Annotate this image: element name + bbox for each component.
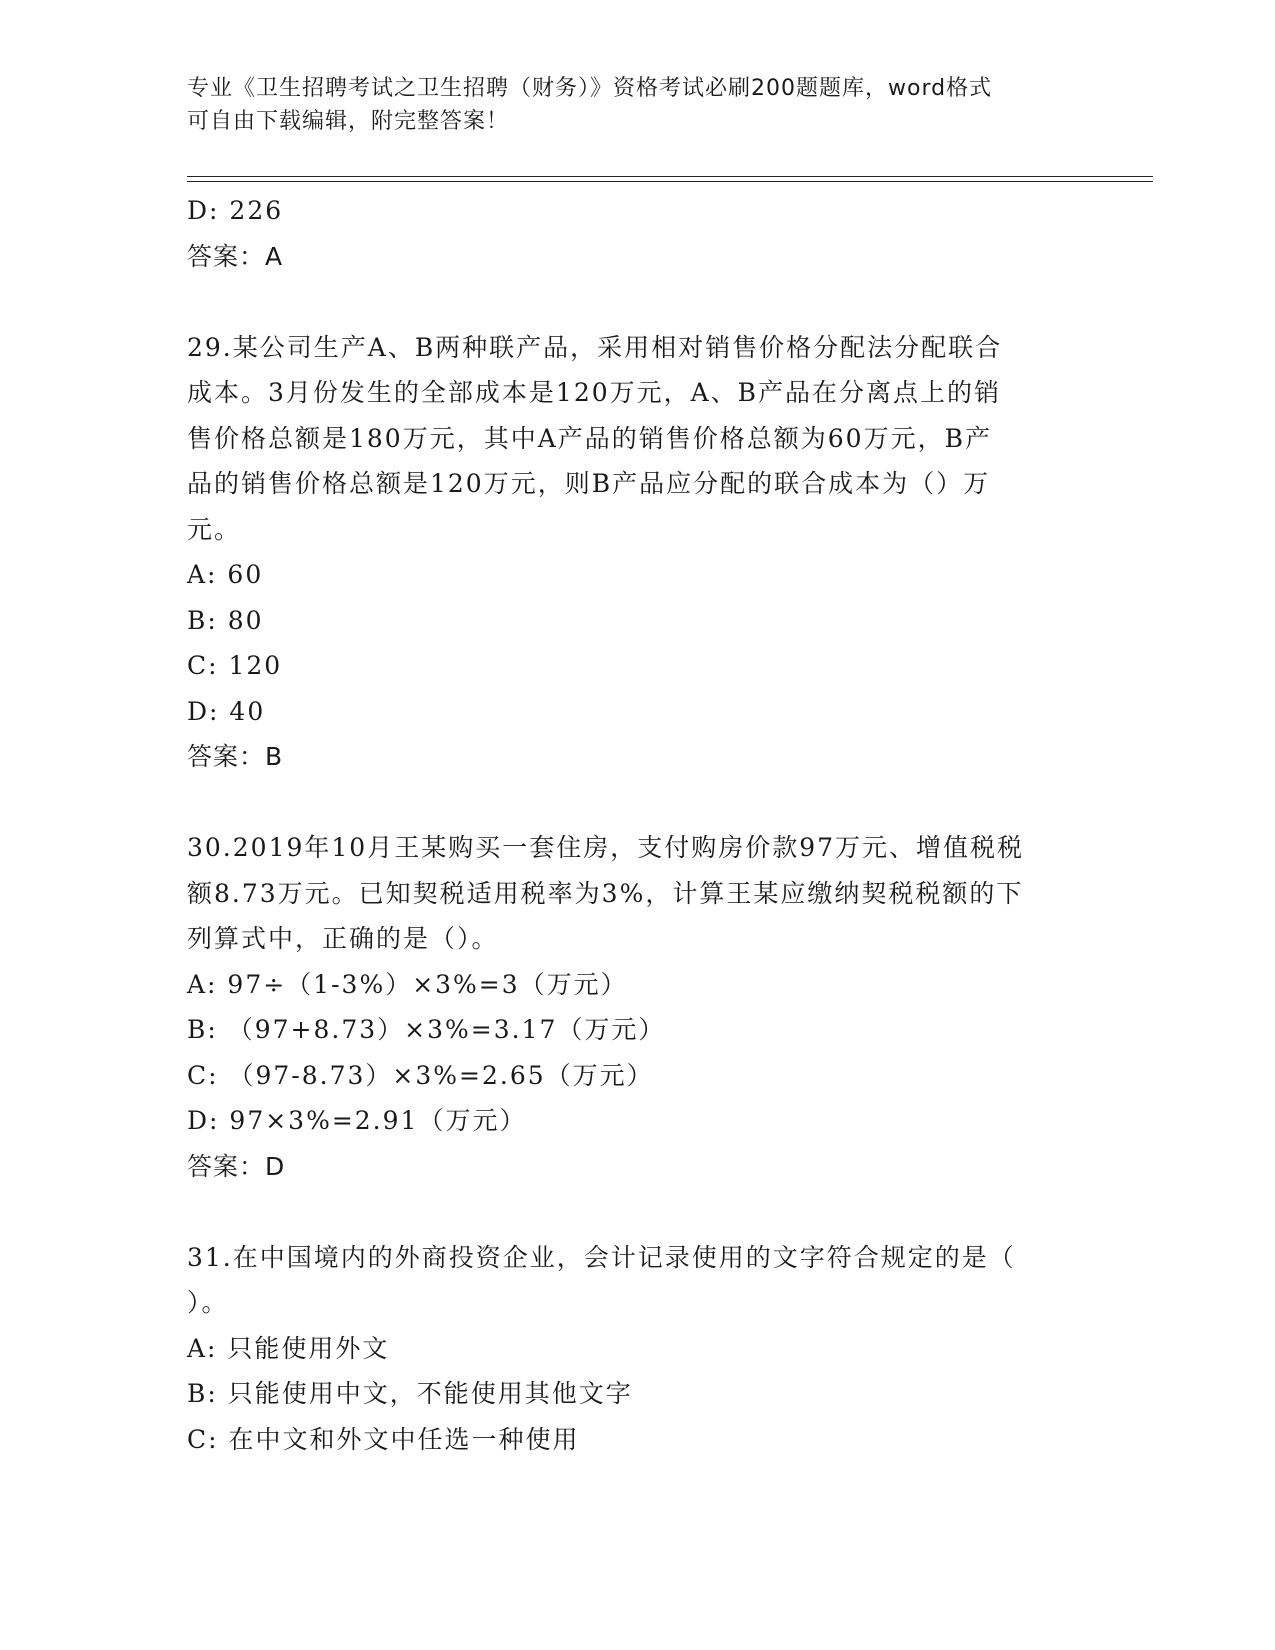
- q29-line: 元。: [187, 514, 242, 544]
- header-line-2: 可自由下载编辑，附完整答案！: [187, 109, 510, 134]
- header-line-1: 专业《卫生招聘考试之卫生招聘（财务）》资格考试必刷200题题库，word格式: [187, 76, 993, 101]
- spacer: [187, 279, 1087, 325]
- q29-option-b: B: 80: [187, 605, 264, 635]
- spacer: [187, 780, 1087, 826]
- q29-line: 成本。3月份发生的全部成本是120万元，A、B产品在分离点上的销: [187, 378, 1002, 407]
- page-header: [187, 72, 1087, 138]
- q29-answer: 答案：B: [187, 742, 284, 771]
- q30-line: 额8.73万元。已知契税适用税率为3%，计算王某应缴纳契税税额的下: [187, 878, 1024, 908]
- q29-option-c: C: 120: [187, 651, 283, 680]
- header-divider-top: [187, 176, 1153, 177]
- prev-answer: 答案：A: [187, 241, 284, 271]
- q30-option-b: B: （97+8.73）×3%=3.17（万元）: [187, 1015, 666, 1044]
- question-31: [187, 1235, 1087, 1463]
- q30-option-c: C: （97-8.73）×3%=2.65（万元）: [187, 1060, 654, 1090]
- q30-line: 列算式中，正确的是（）。: [187, 924, 499, 953]
- q30-option-d: D: 97×3%=2.91（万元）: [187, 1106, 527, 1135]
- question-30: [187, 825, 1087, 1189]
- prev-option-d: D: 226: [187, 196, 284, 225]
- question-29: [187, 325, 1087, 780]
- q30-option-a: A: 97÷（1-3%）×3%=3（万元）: [187, 969, 628, 999]
- header-divider-bottom: [187, 181, 1153, 182]
- spacer: [187, 1189, 1087, 1235]
- q31-option-b: B: 只能使用中文，不能使用其他文字: [187, 1379, 633, 1408]
- q31-line: 31.在中国境内的外商投资企业，会计记录使用的文字符合规定的是（: [187, 1242, 1016, 1272]
- q29-option-a: A: 60: [187, 560, 264, 589]
- document-body: [187, 188, 1087, 1462]
- q30-line: 30.2019年10月王某购买一套住房，支付购房价款97万元、增值税税: [187, 833, 1025, 862]
- q29-line: 29.某公司生产A、B两种联产品，采用相对销售价格分配法分配联合: [187, 332, 1003, 362]
- q31-option-a: A: 只能使用外文: [187, 1333, 390, 1363]
- q29-line: 售价格总额是180万元，其中A产品的销售价格总额为60万元，B产: [187, 423, 992, 453]
- q31-line: ）。: [187, 1288, 229, 1317]
- q31-option-c: C: 在中文和外文中任选一种使用: [187, 1424, 580, 1454]
- q29-option-d: D: 40: [187, 696, 266, 726]
- q29-line: 品的销售价格总额是120万元，则B产品应分配的联合成本为（）万: [187, 469, 991, 498]
- q30-answer: 答案：D: [187, 1151, 286, 1181]
